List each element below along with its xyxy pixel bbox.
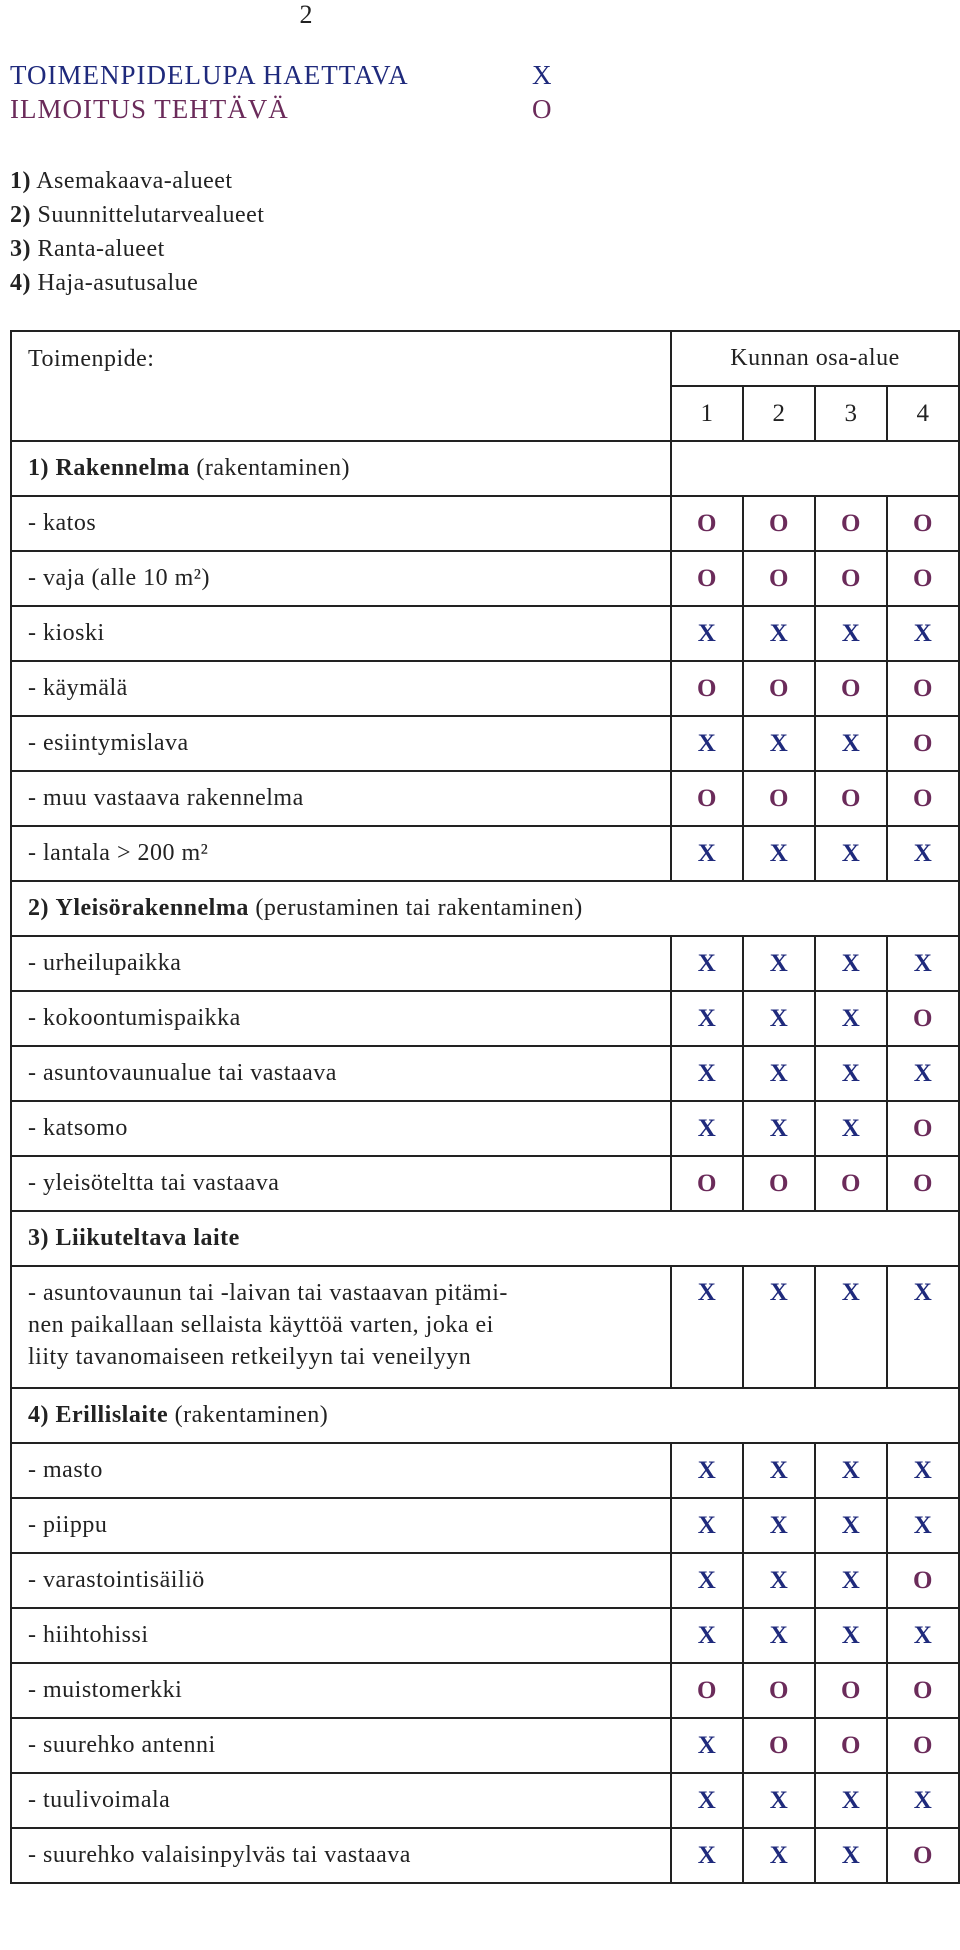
code-area-4: X	[887, 936, 959, 991]
section-heading	[11, 881, 959, 936]
code-area-2: X	[743, 1773, 815, 1828]
section-heading	[11, 1211, 959, 1266]
code-area-3: O	[815, 1718, 887, 1773]
code-area-3: X	[815, 1101, 887, 1156]
code-area-4: O	[887, 496, 959, 551]
code-area-1: X	[671, 1608, 743, 1663]
legend-permit-symbol: X	[532, 60, 553, 90]
code-area-4: O	[887, 1101, 959, 1156]
code-area-1: X	[671, 1101, 743, 1156]
code-area-3: O	[815, 496, 887, 551]
code-area-2: X	[743, 1046, 815, 1101]
table-row	[11, 771, 959, 826]
header-measure: Toimenpide:	[11, 331, 671, 441]
table-row	[11, 1443, 959, 1498]
section-title: Erillislaite	[55, 1402, 169, 1428]
code-area-2: X	[743, 1498, 815, 1553]
code-area-4: X	[887, 1443, 959, 1498]
code-area-3: X	[815, 1828, 887, 1883]
code-area-3: X	[815, 936, 887, 991]
area-type-list	[10, 164, 264, 300]
code-area-1: X	[671, 716, 743, 771]
code-area-2: O	[743, 1663, 815, 1718]
measure-label: - suurehko valaisinpylväs tai vastaava	[11, 1828, 671, 1883]
code-area-4: X	[887, 1773, 959, 1828]
code-area-3: X	[815, 1498, 887, 1553]
measure-label: - kioski	[11, 606, 671, 661]
legend-notice-symbol: O	[532, 94, 553, 124]
measure-label: - muistomerkki	[11, 1663, 671, 1718]
code-area-1: O	[671, 551, 743, 606]
measure-label: - lantala > 200 m²	[11, 826, 671, 881]
measure-label: - katsomo	[11, 1101, 671, 1156]
code-area-1: X	[671, 1498, 743, 1553]
code-area-2: X	[743, 826, 815, 881]
area-column-3: 3	[815, 386, 887, 441]
legend-notice-label: ILMOITUS TEHTÄVÄ	[10, 94, 289, 124]
code-area-1: X	[671, 1553, 743, 1608]
code-area-2: O	[743, 1718, 815, 1773]
code-area-4: O	[887, 991, 959, 1046]
page-number: 2	[299, 0, 313, 29]
code-area-4: O	[887, 1663, 959, 1718]
section-heading	[11, 1388, 959, 1443]
code-area-2: X	[743, 1101, 815, 1156]
section-number: 1)	[28, 455, 49, 481]
code-area-3: X	[815, 1266, 887, 1388]
section-title: Liikuteltava laite	[55, 1225, 240, 1251]
code-area-4: O	[887, 1553, 959, 1608]
table-row	[11, 1608, 959, 1663]
code-area-4: X	[887, 1266, 959, 1388]
table-row	[11, 496, 959, 551]
code-area-1: X	[671, 1443, 743, 1498]
code-area-4: X	[887, 606, 959, 661]
code-area-2: O	[743, 496, 815, 551]
measure-label: - muu vastaava rakennelma	[11, 771, 671, 826]
code-area-2: O	[743, 661, 815, 716]
code-area-3: X	[815, 606, 887, 661]
code-area-3: X	[815, 716, 887, 771]
code-area-3: X	[815, 991, 887, 1046]
table-header-row	[11, 331, 959, 386]
measure-label: - esiintymislava	[11, 716, 671, 771]
code-area-2: X	[743, 716, 815, 771]
table-row	[11, 551, 959, 606]
code-area-1: X	[671, 1266, 743, 1388]
code-area-3: O	[815, 661, 887, 716]
measure-label: - asuntovaunun tai -laivan tai vastaavan pitämi- nen paikallaan sellaista käyttöä varten, joka ei liity tavanomaiseen retkeilyyn tai veneilyyn	[11, 1266, 671, 1388]
code-area-2: X	[743, 1553, 815, 1608]
section-title: Rakennelma	[55, 455, 190, 481]
area-type-item: 4) Haja-asutusalue	[10, 270, 199, 296]
code-area-1: O	[671, 661, 743, 716]
table-row	[11, 661, 959, 716]
code-area-3: X	[815, 1553, 887, 1608]
measure-label: - varastointisäiliö	[11, 1553, 671, 1608]
code-area-1: O	[671, 496, 743, 551]
code-area-1: X	[671, 936, 743, 991]
table-row	[11, 1663, 959, 1718]
code-area-1: X	[671, 1828, 743, 1883]
section-note: (rakentaminen)	[196, 455, 350, 481]
measure-label: - hiihtohissi	[11, 1608, 671, 1663]
table-row	[11, 1828, 959, 1883]
table-row	[11, 1266, 959, 1388]
table-row	[11, 1046, 959, 1101]
legend-permit-label: TOIMENPIDELUPA HAETTAVA	[10, 60, 409, 90]
code-area-4: O	[887, 1156, 959, 1211]
measure-label: - suurehko antenni	[11, 1718, 671, 1773]
header-area: Kunnan osa-alue	[671, 331, 959, 386]
code-area-2: O	[743, 551, 815, 606]
code-area-2: O	[743, 771, 815, 826]
section-number: 4)	[28, 1402, 49, 1428]
table-row	[11, 606, 959, 661]
table-row	[11, 1156, 959, 1211]
section-row	[11, 1388, 959, 1443]
code-area-4: O	[887, 716, 959, 771]
section-row	[11, 1211, 959, 1266]
code-area-4: O	[887, 1828, 959, 1883]
code-area-2: X	[743, 1608, 815, 1663]
section-note: (rakentaminen)	[174, 1402, 329, 1428]
code-area-1: X	[671, 991, 743, 1046]
code-area-4: O	[887, 551, 959, 606]
code-area-3: X	[815, 1046, 887, 1101]
measure-label: - piippu	[11, 1498, 671, 1553]
section-row	[11, 881, 959, 936]
code-area-4: O	[887, 661, 959, 716]
measure-label: - käymälä	[11, 661, 671, 716]
code-area-3: O	[815, 551, 887, 606]
code-area-4: X	[887, 1608, 959, 1663]
code-area-4: O	[887, 1718, 959, 1773]
code-area-1: O	[671, 771, 743, 826]
code-area-4: X	[887, 1046, 959, 1101]
code-area-3: X	[815, 1773, 887, 1828]
area-type-item: 3) Ranta-alueet	[10, 236, 165, 262]
measure-label: - tuulivoimala	[11, 1773, 671, 1828]
table-row	[11, 1718, 959, 1773]
code-area-2: X	[743, 606, 815, 661]
code-area-1: X	[671, 826, 743, 881]
code-area-3: O	[815, 1156, 887, 1211]
section-heading	[11, 441, 671, 496]
table-row	[11, 1498, 959, 1553]
table-row	[11, 1101, 959, 1156]
code-area-3: X	[815, 826, 887, 881]
measure-label: - masto	[11, 1443, 671, 1498]
code-area-2: X	[743, 936, 815, 991]
table-row	[11, 826, 959, 881]
measure-label: - yleisöteltta tai vastaava	[11, 1156, 671, 1211]
code-area-2: X	[743, 991, 815, 1046]
area-column-4: 4	[887, 386, 959, 441]
table-row	[11, 936, 959, 991]
code-area-4: X	[887, 826, 959, 881]
code-area-1: X	[671, 1773, 743, 1828]
code-area-1: X	[671, 606, 743, 661]
code-area-3: O	[815, 1663, 887, 1718]
table-row	[11, 716, 959, 771]
code-area-1: X	[671, 1718, 743, 1773]
section-number: 3)	[28, 1225, 49, 1251]
code-area-2: X	[743, 1266, 815, 1388]
code-area-4: O	[887, 771, 959, 826]
table-row	[11, 1773, 959, 1828]
measure-label: - vaja (alle 10 m²)	[11, 551, 671, 606]
measures-table-body	[11, 331, 959, 1883]
code-area-3: X	[815, 1443, 887, 1498]
code-area-1: O	[671, 1156, 743, 1211]
code-area-3: O	[815, 771, 887, 826]
code-area-2: X	[743, 1828, 815, 1883]
measure-label: - asuntovaunualue tai vastaava	[11, 1046, 671, 1101]
code-area-2: X	[743, 1443, 815, 1498]
area-column-2: 2	[743, 386, 815, 441]
table-row	[11, 1553, 959, 1608]
area-type-item: 1) Asemakaava-alueet	[10, 168, 233, 194]
measure-label: - kokoontumispaikka	[11, 991, 671, 1046]
code-area-2: O	[743, 1156, 815, 1211]
measure-label: - katos	[11, 496, 671, 551]
measures-table	[10, 330, 960, 1884]
section-codes-empty	[671, 441, 959, 496]
measure-label: - urheilupaikka	[11, 936, 671, 991]
section-row	[11, 441, 959, 496]
section-note: (perustaminen tai rakentaminen)	[255, 895, 583, 921]
area-type-item: 2) Suunnittelutarvealueet	[10, 202, 265, 228]
area-column-1: 1	[671, 386, 743, 441]
code-area-1: X	[671, 1046, 743, 1101]
section-number: 2)	[28, 895, 49, 921]
code-area-1: O	[671, 1663, 743, 1718]
code-area-4: X	[887, 1498, 959, 1553]
code-area-3: X	[815, 1608, 887, 1663]
table-row	[11, 991, 959, 1046]
section-title: Yleisörakennelma	[55, 895, 249, 921]
